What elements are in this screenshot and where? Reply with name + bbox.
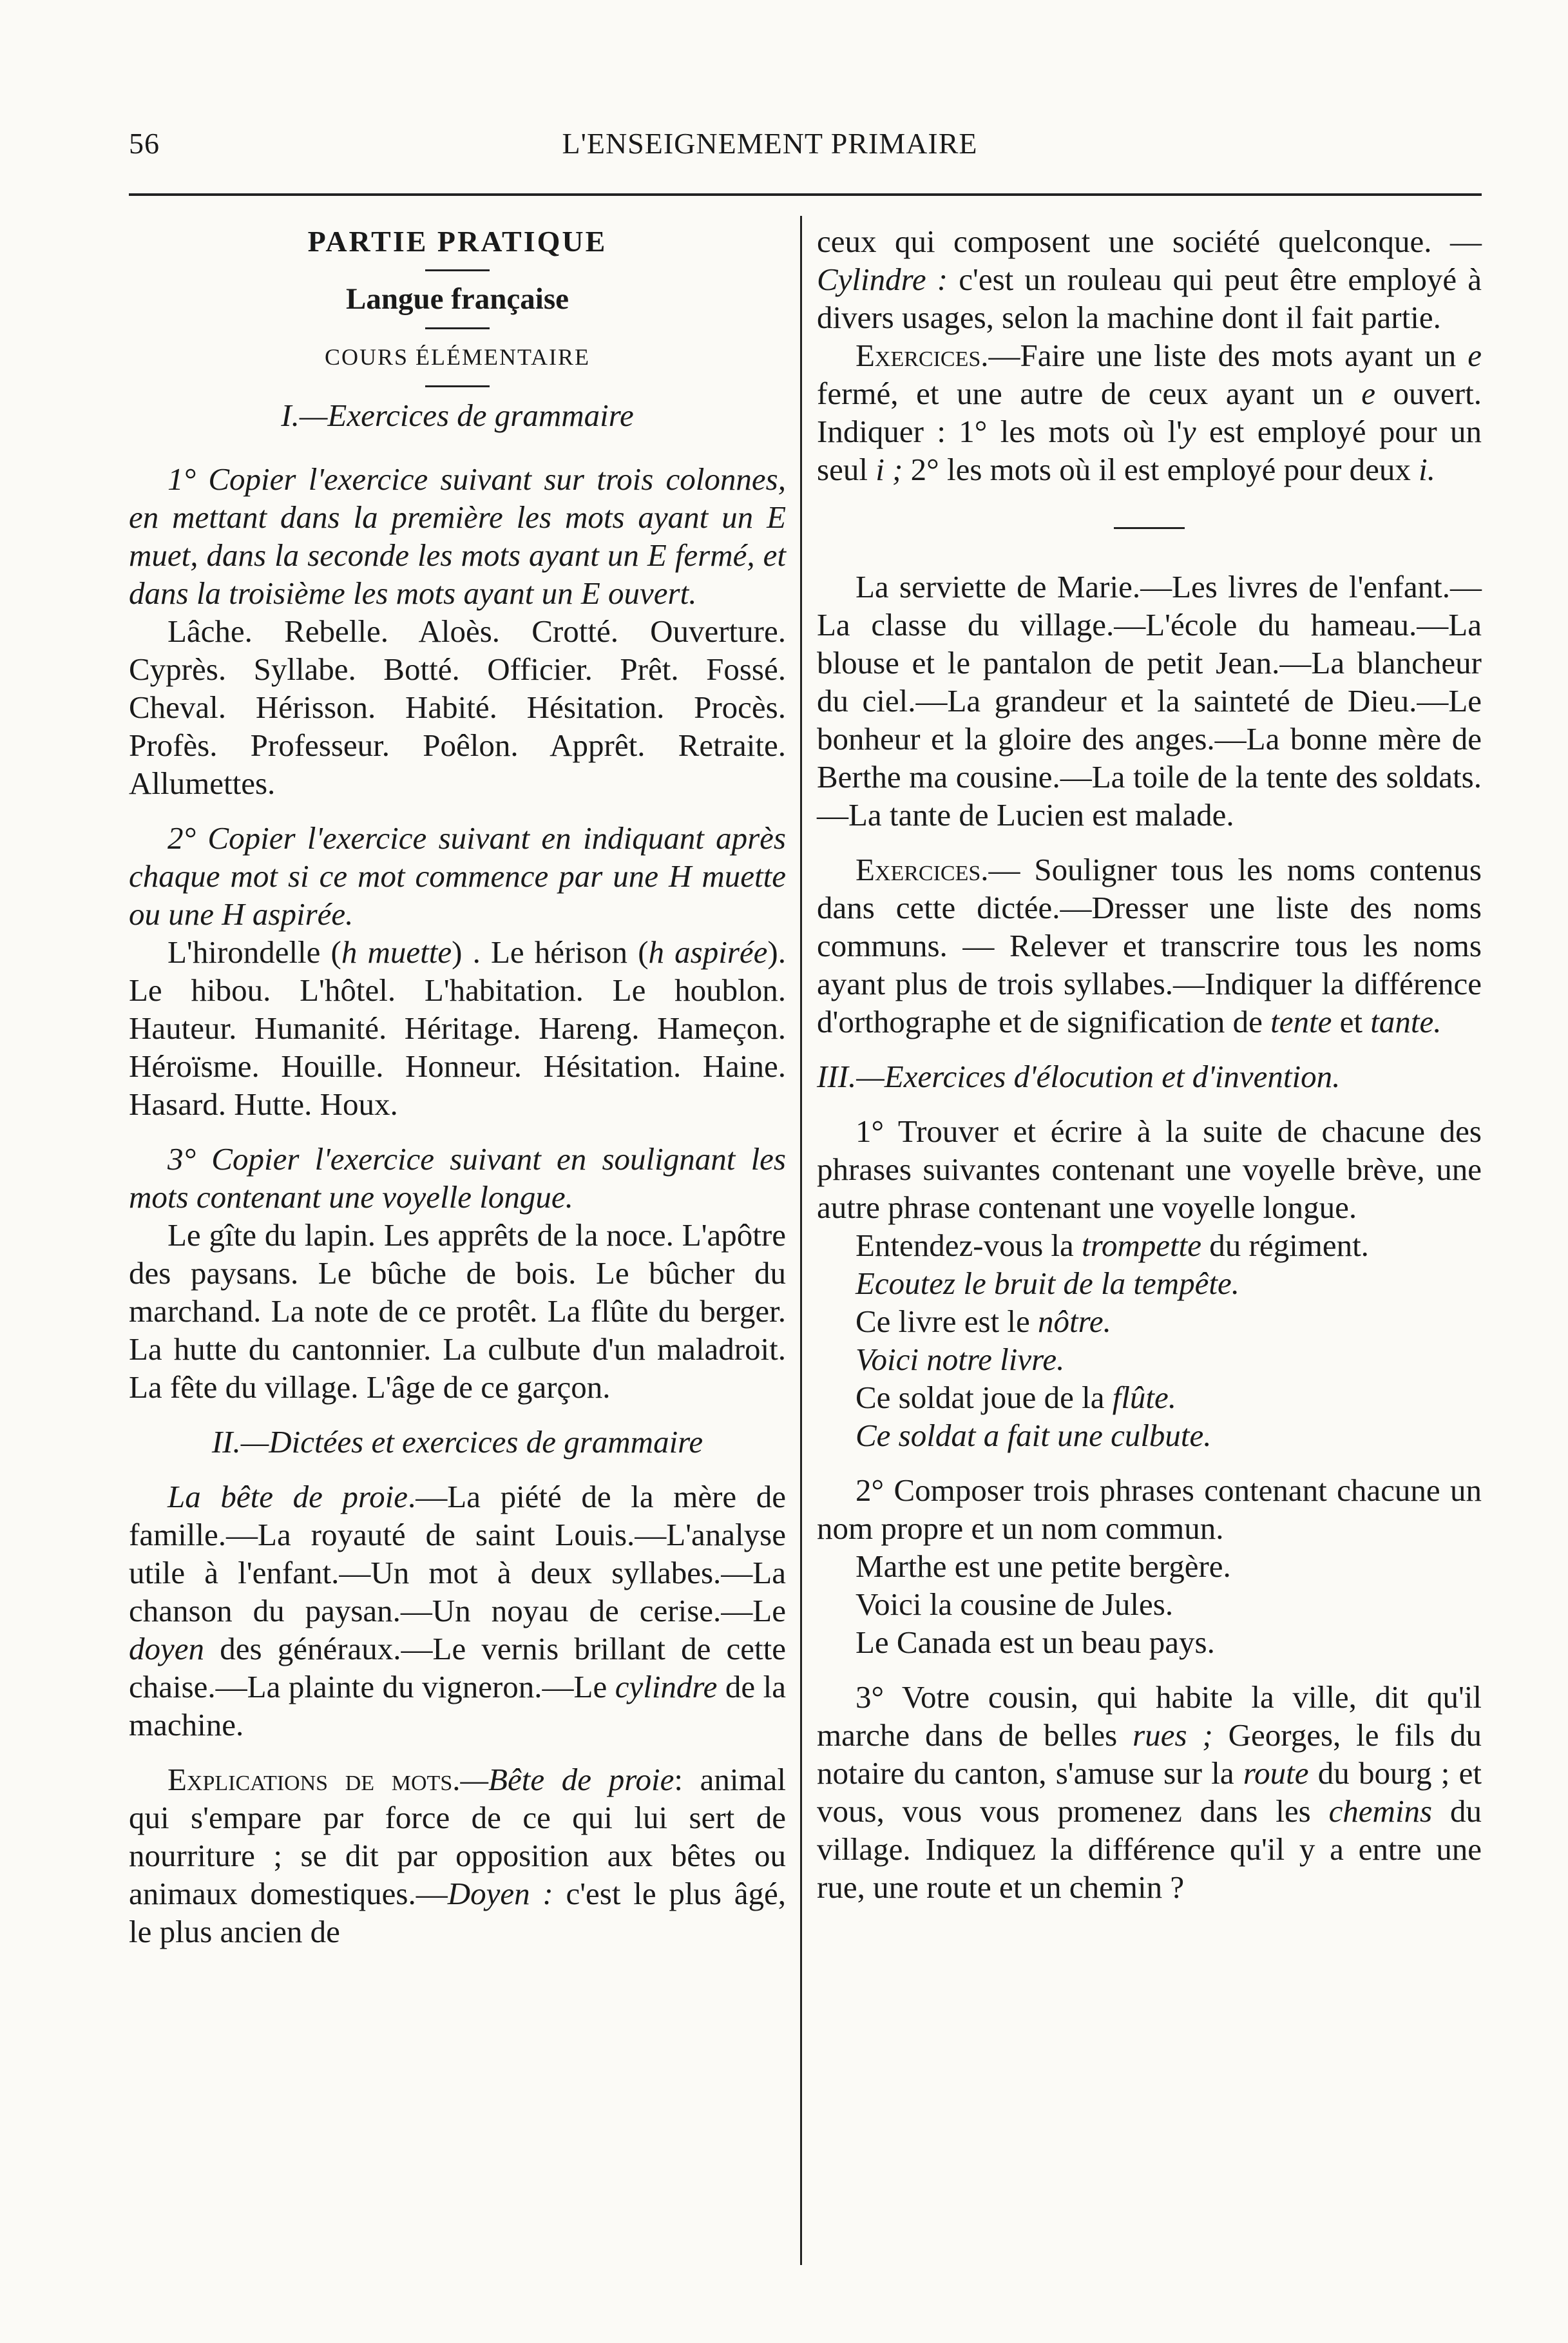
course-heading: COURS ÉLÉMENTAIRE <box>324 344 591 370</box>
exercise-3-text: Le gîte du lapin. Les apprêts de la noce. L'apôtre des paysans. Le bûche de bois. Le bûcher du marchand. La note de ce protêt. La flûte du berger. La hutte du cantonnier. La culbute d'un maladroit. La fête du village. L'âge de ce garçon. <box>129 1217 786 1405</box>
column-divider <box>800 216 802 2265</box>
divider <box>425 385 490 387</box>
running-title: L'ENSEIGNEMENT PRIMAIRE <box>562 127 978 160</box>
explanations-continued: ceux qui composent une société quelconque. —Cylindre : c'est un rouleau qui peut être employé à divers usages, selon la machine dont il fait partie. <box>817 224 1482 335</box>
invention-2-line: Voici la cousine de Jules. <box>856 1586 1174 1622</box>
page-number: 56 <box>129 127 160 160</box>
invention-2-instruction: 2° Composer trois phrases contenant chacune un nom propre et un nom commun. <box>817 1472 1482 1546</box>
divider <box>425 327 490 329</box>
invention-1-line: Entendez-vous la trompette du régiment. <box>856 1228 1369 1263</box>
divider <box>425 269 490 271</box>
dictation-2-text: La serviette de Marie.—Les livres de l'enfant.—La classe du village.—L'école du hameau.—La blouse et le pantalon de petit Jean.—La blancheur du ciel.—La grandeur et la sainteté de Dieu.—Le bonheur et la gloire des anges.—La bonne mère de Berthe ma cousine.—La toile de la tente des soldats.—La tante de Lucien est malade. <box>817 569 1482 833</box>
invention-2-line: Le Canada est un beau pays. <box>856 1625 1215 1660</box>
invention-1-line: Ce livre est le nôtre. <box>856 1304 1111 1339</box>
invention-1-line: Voici notre livre. <box>856 1342 1065 1377</box>
invention-1-line: Ce soldat joue de la flûte. <box>856 1380 1177 1415</box>
invention-2-line: Marthe est une petite bergère. <box>856 1548 1231 1584</box>
invention-1-line: Ecoutez le bruit de la tempête. <box>856 1266 1239 1301</box>
invention-1-instruction: 1° Trouver et écrire à la suite de chacune des phrases suivantes contenant une voyelle brève, une autre phrase contenant une voyelle longue. <box>817 1114 1482 1225</box>
elocution-heading: III.—Exercices d'élocution et d'invention. <box>817 1059 1341 1094</box>
exercise-1-instruction: 1° Copier l'exercice suivant sur trois colonnes, en mettant dans la première les mots ayant un E muet, dans la seconde les mots ayant un E fermé, et dans la troisième les mots ayant un E ouvert. <box>129 461 786 611</box>
right-column <box>817 222 1482 1906</box>
exercise-1-words: Lâche. Rebelle. Aloès. Crotté. Ouverture. Cyprès. Syllabe. Botté. Officier. Prêt. Fossé. Cheval. Hérisson. Habité. Hésitation. Procès. Profès. Professeur. Poêlon. Apprêt. Retraite. Allumettes. <box>129 613 786 801</box>
divider <box>1114 527 1185 529</box>
exercises-2: Exercices.— Souligner tous les noms contenus dans cette dictée.—Dresser une liste des noms communs. — Relever et transcrire tous les noms ayant plus de trois syllabes.—Indiquer la différence d'orthographe et de signification de tente et tante. <box>817 852 1482 1039</box>
word-explanations: Explications de mots.—Bête de proie: animal qui s'empare par force de ce qui lui sert de nourriture ; se dit par opposition aux bêtes ou animaux domestiques.—Doyen : c'est le plus âgé, le plus ancien de <box>129 1762 787 1949</box>
left-column <box>129 222 786 1951</box>
exercise-3-instruction: 3° Copier l'exercice suivant en soulignant les mots contenant une voyelle longue. <box>129 1141 786 1215</box>
invention-3-text: 3° Votre cousin, qui habite la ville, dit qu'il marche dans de belles rues ; Georges, le fils du notaire du canton, s'amuse sur la route du bourg ; et vous, vous vous promenez dans les chemins du village. Indiquez la différence qu'il y a entre une rue, une route et un chemin ? <box>817 1679 1482 1905</box>
page-header <box>129 126 1411 168</box>
dictation-text: La bête de proie.—La piété de la mère de famille.—La royauté de saint Louis.—L'analyse utile à l'enfant.—Un mot à deux syllabes.—La chanson du paysan.—Un noyau de cerise.—Le doyen des généraux.—Le vernis brillant de cette chaise.—La plainte du vigneron.—Le cylindre de la machine. <box>129 1479 786 1742</box>
section-title: PARTIE PRATIQUE <box>307 225 607 258</box>
header-rule <box>129 193 1482 196</box>
invention-1-line: Ce soldat a fait une culbute. <box>856 1418 1212 1453</box>
subject-heading: Langue française <box>346 282 569 316</box>
dictation-heading: II.—Dictées et exercices de grammaire <box>211 1424 703 1460</box>
grammar-heading: I.—Exercices de grammaire <box>281 398 634 433</box>
exercise-2-words: L'hirondelle (h muette) . Le hérison (h aspirée). Le hibou. L'hôtel. L'habitation. Le houblon. Hauteur. Humanité. Héritage. Hareng. Hameçon. Héroïsme. Houille. Honneur. Hésitation. Haine. Hasard. Hutte. Houx. <box>129 934 786 1122</box>
exercises-1: Exercices.—Faire une liste des mots ayant un e fermé, et une autre de ceux ayant un e ouvert. Indiquer : 1° les mots où l'y est employé pour un seul i ; 2° les mots où il est employé pour deux i. <box>817 338 1482 487</box>
exercise-2-instruction: 2° Copier l'exercice suivant en indiquant après chaque mot si ce mot commence par une H muette ou une H aspirée. <box>129 820 786 932</box>
